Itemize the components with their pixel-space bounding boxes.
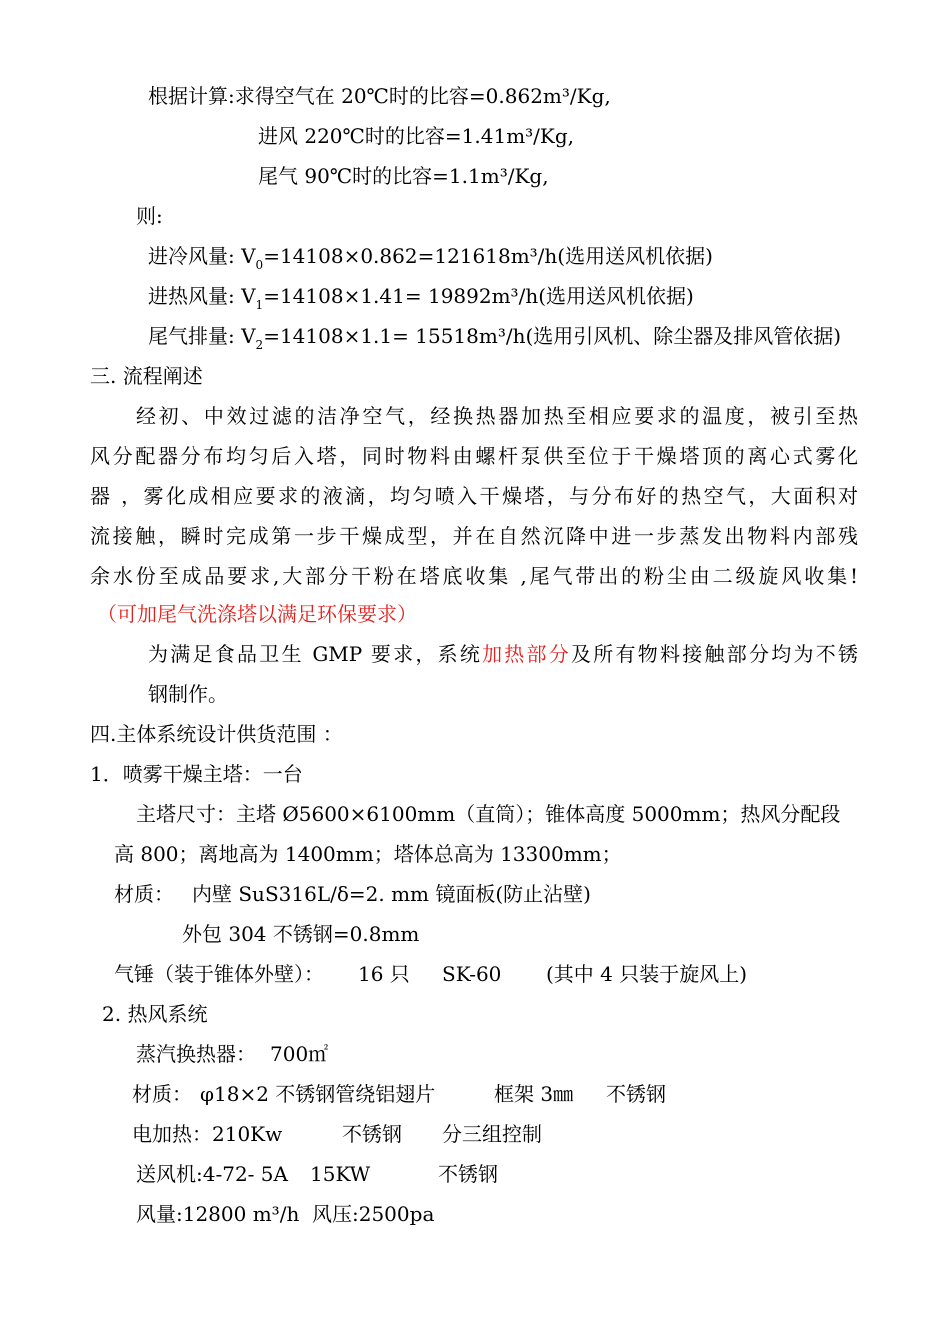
calc-v2-value: =14108×1.1= 15518m³/h(选用引风机、除尘器及排风管依据) (263, 324, 842, 348)
item2-fan-material: 不锈钢 (438, 1162, 498, 1186)
item1-material-label: 材质： (114, 882, 174, 906)
calc-v1-line (148, 282, 694, 310)
section3-para-line-2: 风分配器分布均匀后入塔，同时物料由螺杆泵供至位于干燥塔顶的离心式雾化 (90, 444, 858, 468)
item1-material-inner: 内壁 SuS316L/δ=2. mm 镜面板(防止沾壁) (192, 882, 591, 906)
gmp-text-heating: 加热部分 (482, 642, 572, 666)
section3-para-line-1: 经初、中效过滤的洁净空气，经换热器加热至相应要求的温度，被引至热 (136, 404, 858, 428)
item2-frame: 框架 3㎜ (494, 1082, 574, 1106)
item1-hammer-note: (其中 4 只装于旋风上) (546, 962, 748, 986)
section3-environment-note: （可加尾气洗涤塔以满足环保要求） (97, 602, 417, 626)
section3-gmp-line (148, 640, 858, 668)
calc-v0-value: =14108×0.862=121618m³/h(选用送风机依据) (263, 244, 713, 268)
section3-gmp-line-2: 钢制作。 (148, 682, 228, 706)
item2-steam-label: 蒸汽换热器： (136, 1042, 256, 1066)
item1-hammer-qty: 16 只 (358, 962, 410, 986)
item2-frame-material: 不锈钢 (606, 1082, 666, 1106)
item2-air-pressure: 风压:2500pa (312, 1202, 435, 1226)
section3-heading: 三. 流程阐述 (90, 364, 203, 388)
calc-then: 则: (136, 204, 163, 228)
section3-para-line-3: 器 ，雾化成相应要求的液滴，均匀喷入干燥塔，与分布好的热空气，大面积对 (90, 484, 858, 508)
calc-v0-sub: 0 (255, 258, 264, 272)
item2-electric-material: 不锈钢 (342, 1122, 402, 1146)
section3-para-line-4: 流接触，瞬时完成第一步干燥成型，并在自然沉降中进一步蒸发出物料内部残 (90, 524, 858, 548)
item2-electric-heater: 电加热：210Kw (132, 1122, 283, 1146)
item2-title: 2. 热风系统 (102, 1002, 208, 1026)
item2-material-value: φ18×2 不锈钢管绕铝翅片 (200, 1082, 436, 1106)
calc-v0-line (148, 242, 713, 270)
item2-fan-power: 15KW (310, 1162, 371, 1186)
calc-v2-sub: 2 (255, 338, 264, 352)
calc-inlet-volume: 进风 220℃时的比容=1.41m³/Kg, (258, 124, 575, 148)
calc-intro: 根据计算:求得空气在 20℃时的比容=0.862m³/Kg, (148, 84, 611, 108)
item1-hammer-label: 气锤（装于锥体外壁）： (114, 962, 324, 986)
calc-v1-sub: 1 (255, 298, 264, 312)
item2-electric-control: 分三组控制 (442, 1122, 542, 1146)
section4-heading: 四.主体系统设计供货范围 ： (90, 722, 343, 746)
gmp-text-pre: 为满足食品卫生 GMP 要求，系统 (148, 642, 483, 666)
section3-para-line-5: 余水份至成品要求,大部分干粉在塔底收集 ,尾气带出的粉尘由二级旋风收集! (90, 564, 858, 588)
item1-hammer-model: SK-60 (442, 962, 502, 986)
item1-size-line-1: 主塔尺寸：主塔 Ø5600×6100mm（直筒）；锥体高度 5000mm；热风分配段 (136, 802, 841, 826)
calc-v2-line (148, 322, 841, 350)
calc-v0-label: 进冷风量: V (148, 244, 256, 268)
item2-airflow: 风量:12800 m³/h (136, 1202, 300, 1226)
gmp-text-post: 及所有物料接触部分均为不锈 (571, 642, 858, 666)
calc-v1-label: 进热风量: V (148, 284, 256, 308)
item2-steam-value: 700㎡ (270, 1042, 329, 1066)
item1-title: 1．喷雾干燥主塔：一台 (90, 762, 303, 786)
item1-material-outer: 外包 304 不锈钢=0.8mm (182, 922, 420, 946)
item1-size-line-2: 高 800；离地高为 1400mm；塔体总高为 13300mm； (114, 842, 622, 866)
calc-exhaust-volume: 尾气 90℃时的比容=1.1m³/Kg, (258, 164, 549, 188)
calc-v1-value: =14108×1.41= 19892m³/h(选用送风机依据) (263, 284, 694, 308)
item2-fan-model: 送风机:4-72- 5A (136, 1162, 288, 1186)
calc-v2-label: 尾气排量: V (148, 324, 256, 348)
item2-material-label: 材质： (132, 1082, 192, 1106)
